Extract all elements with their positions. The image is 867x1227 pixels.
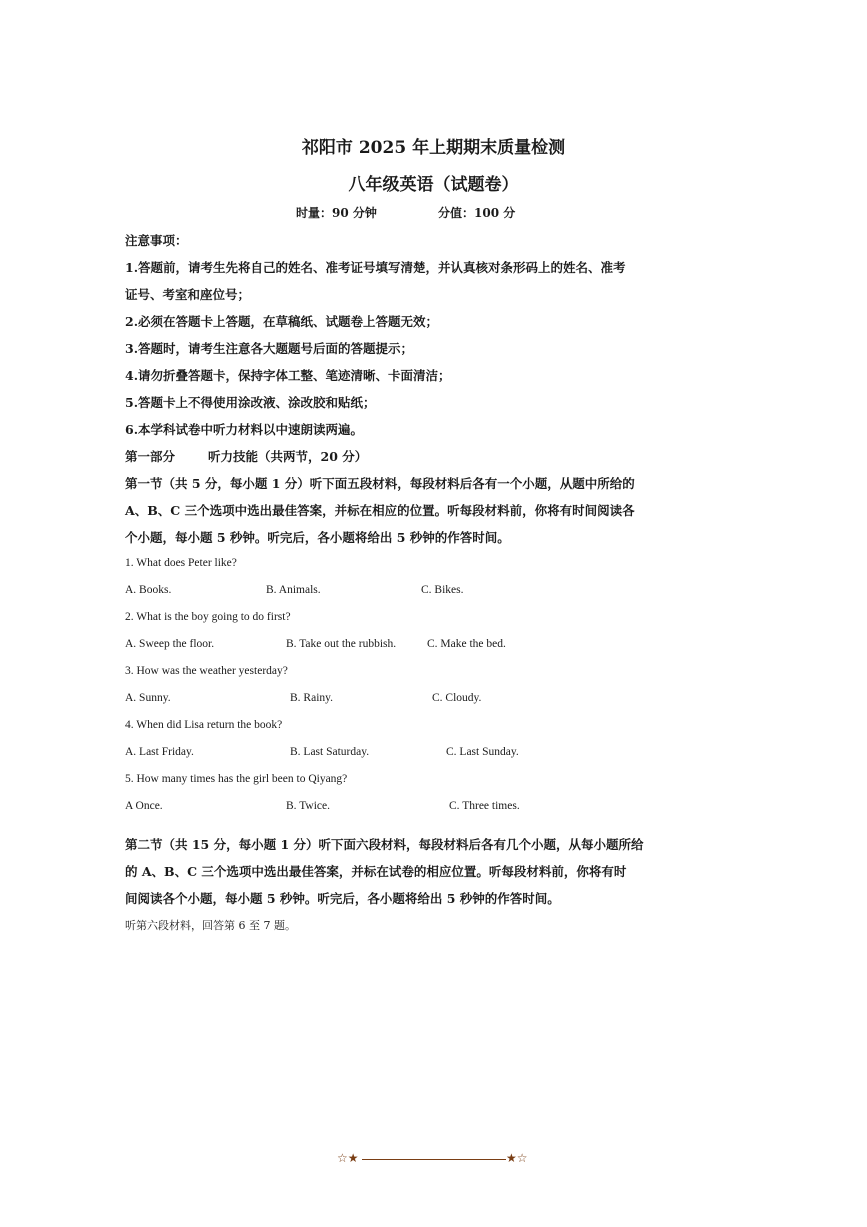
option-c: C. Three times. [449,800,520,812]
note-item: 证号、考室和座位号； [125,287,251,302]
footer-stars-left: ☆★ [337,1151,359,1165]
option-a: A. Books. [125,584,172,596]
question-text: 4. When did Lisa return the book? [125,719,283,731]
option-b: B. Rainy. [290,692,334,704]
option-b: B. Animals. [266,584,321,596]
option-c: C. Bikes. [421,584,464,596]
part1-subtitle: 听力技能（共两节，20 分） [208,449,368,464]
listening-instruction: 听第六段材料，回答第 6 至 7 题。 [125,919,296,932]
note-item: 5.答题卡上不得使用涂改液、涂改胶和贴纸； [125,395,376,410]
option-a: A. Sunny. [125,692,171,704]
option-b: B. Twice. [286,800,331,812]
footer-divider [362,1159,506,1160]
option-b: B. Take out the rubbish. [286,638,397,650]
question-text: 1. What does Peter like? [125,557,237,569]
time-label: 时量：90 分钟 [296,206,377,220]
option-a: A Once. [125,800,163,812]
score-label: 分值：100 分 [438,206,516,220]
option-c: C. Last Sunday. [446,746,519,758]
notes-heading: 注意事项： [125,233,188,248]
option-b: B. Last Saturday. [290,746,370,758]
section2-instruction: 的 A、B、C 三个选项中选出最佳答案，并标在试卷的相应位置。听每段材料前，你将有时 [125,864,627,879]
section1-instruction: 个小题，每小题 5 秒钟。听完后，各小题将给出 5 秒钟的作答时间。 [125,530,510,545]
page-title: 祁阳市 2025 年上期期末质量检测 [301,138,566,158]
note-item: 4.请勿折叠答题卡，保持字体工整、笔迹清晰、卡面清洁； [125,368,451,383]
note-item: 6.本学科试卷中听力材料以中速朗读两遍。 [125,422,364,437]
section1-instruction: 第一节（共 5 分，每小题 1 分）听下面五段材料，每段材料后各有一个小题，从题中所给的 [125,476,635,491]
question-text: 3. How was the weather yesterday? [125,665,288,677]
option-a: A. Last Friday. [125,746,194,758]
option-c: C. Make the bed. [427,638,506,650]
question-text: 2. What is the boy going to do first? [125,611,291,623]
footer-stars-right: ★☆ [506,1151,528,1165]
part1-title: 第一部分 [125,449,176,464]
section1-instruction: A、B、C 三个选项中选出最佳答案，并标在相应的位置。听每段材料前，你将有时间阅读各 [125,503,635,518]
note-item: 2.必须在答题卡上答题，在草稿纸、试题卷上答题无效； [125,314,439,329]
section2-instruction: 间阅读各个小题，每小题 5 秒钟。听完后，各小题将给出 5 秒钟的作答时间。 [125,891,560,906]
question-text: 5. How many times has the girl been to Qiyang? [125,773,348,785]
note-item: 1.答题前，请考生先将自己的姓名、准考证号填写清楚，并认真核对条形码上的姓名、准考 [125,260,626,275]
option-a: A. Sweep the floor. [125,638,215,650]
section2-instruction: 第二节（共 15 分，每小题 1 分）听下面六段材料，每段材料后各有几个小题，从每小题所给 [125,837,644,852]
option-c: C. Cloudy. [432,692,482,704]
note-item: 3.答题时，请考生注意各大题题号后面的答题提示； [125,341,414,356]
page-subtitle: 八年级英语（试题卷） [348,175,519,195]
